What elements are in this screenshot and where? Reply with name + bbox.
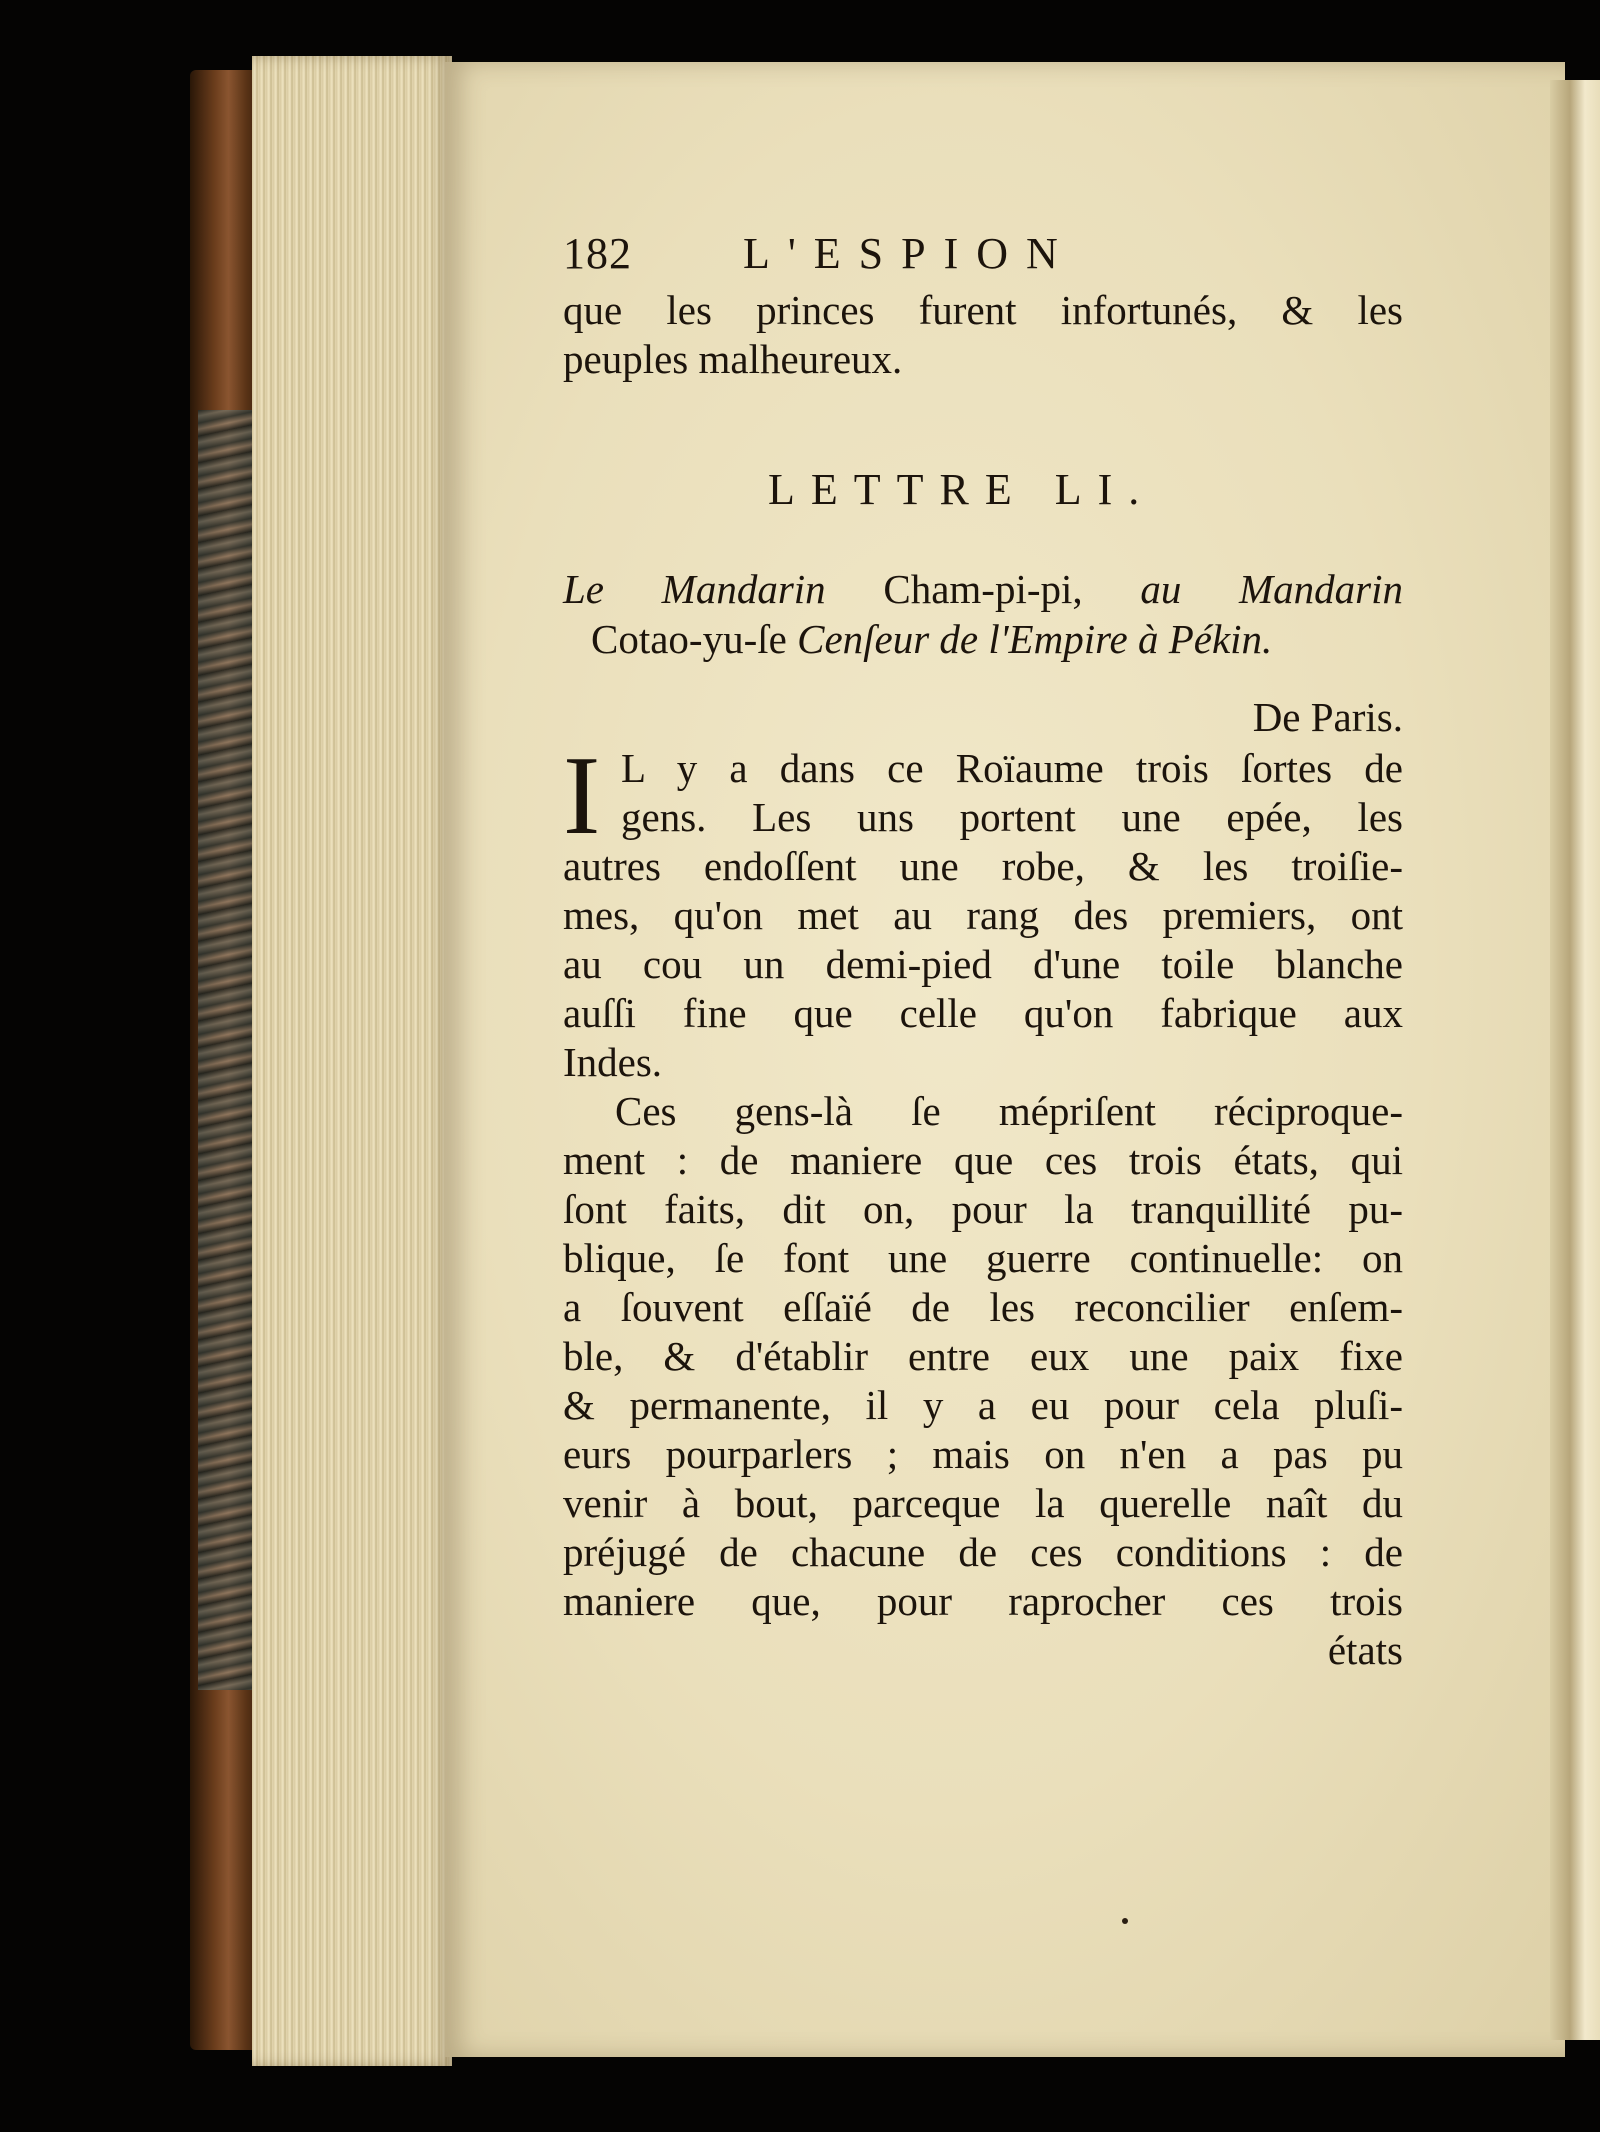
paragraph [563, 1087, 1403, 1626]
address-segment: Cotao-yu-ſe [591, 616, 787, 662]
text-line: Ces gens-là ſe mépriſent réciproque- [615, 1088, 1403, 1134]
catchword: états [1327, 1627, 1403, 1673]
text-line: mes, qu'on met au rang des premiers, ont [563, 892, 1403, 938]
address-segment: Cham-pi-pi, [883, 566, 1083, 612]
facing-page-edge [1550, 80, 1600, 2040]
text-line: maniere que, pour raprocher ces trois [563, 1578, 1403, 1624]
running-head [563, 228, 1403, 286]
text-line: autres endoſſent une robe, & les troiſie- [563, 843, 1403, 889]
text-line: préjugé de chacune de ces conditions : de [563, 1529, 1403, 1575]
letter-address [563, 564, 1403, 664]
address-segment: au Mandarin [1140, 566, 1404, 612]
address-segment: Le Mandarin [563, 566, 826, 612]
text-line: a ſouvent eſſaïé de les reconcilier enſem- [563, 1284, 1403, 1330]
text-line: & permanente, il y a eu pour cela pluſi- [563, 1382, 1403, 1428]
text-line: gens. Les uns portent une epée, les [621, 794, 1403, 840]
running-title: L'ESPION [743, 229, 1076, 278]
text-line: que les princes furent infortunés, & les [563, 287, 1403, 333]
text-line: ble, & d'établir entre eux une paix fixe [563, 1333, 1403, 1379]
marbled-endpaper [198, 410, 254, 1690]
paragraph [563, 734, 1403, 1087]
address-segment: Cenſeur de l'Empire à Pékin. [797, 616, 1273, 662]
text-line: blique, ſe font une guerre continuelle: on [563, 1235, 1403, 1281]
text-line: au cou un demi-pied d'une toile blanche [563, 941, 1403, 987]
text-line: venir à bout, parceque la querelle naît du [563, 1480, 1403, 1526]
text-line: ment : de maniere que ces trois états, qui [563, 1137, 1403, 1183]
letter-heading: LETTRE LI. [768, 465, 1156, 514]
address-line [563, 614, 1403, 664]
text-line: L y a dans ce Roïaume trois ſortes de [621, 745, 1403, 791]
page-edges [252, 56, 452, 2066]
address-line [563, 564, 1403, 614]
text-line: ſont faits, dit on, pour la tranquillité pu- [563, 1186, 1403, 1232]
text-line: Indes. [563, 1039, 663, 1085]
text-line: eurs pourparlers ; mais on n'en a pas pu [563, 1431, 1403, 1477]
place-of-writing: De Paris. [1252, 694, 1403, 740]
text-line: auſſi fine que celle qu'on fabrique aux [563, 990, 1403, 1036]
text-line: peuples malheureux. [563, 336, 903, 382]
ink-speck [1122, 1918, 1128, 1924]
drop-cap: I [563, 734, 601, 858]
page-text [563, 228, 1403, 1675]
page-number: 182 [563, 229, 632, 278]
